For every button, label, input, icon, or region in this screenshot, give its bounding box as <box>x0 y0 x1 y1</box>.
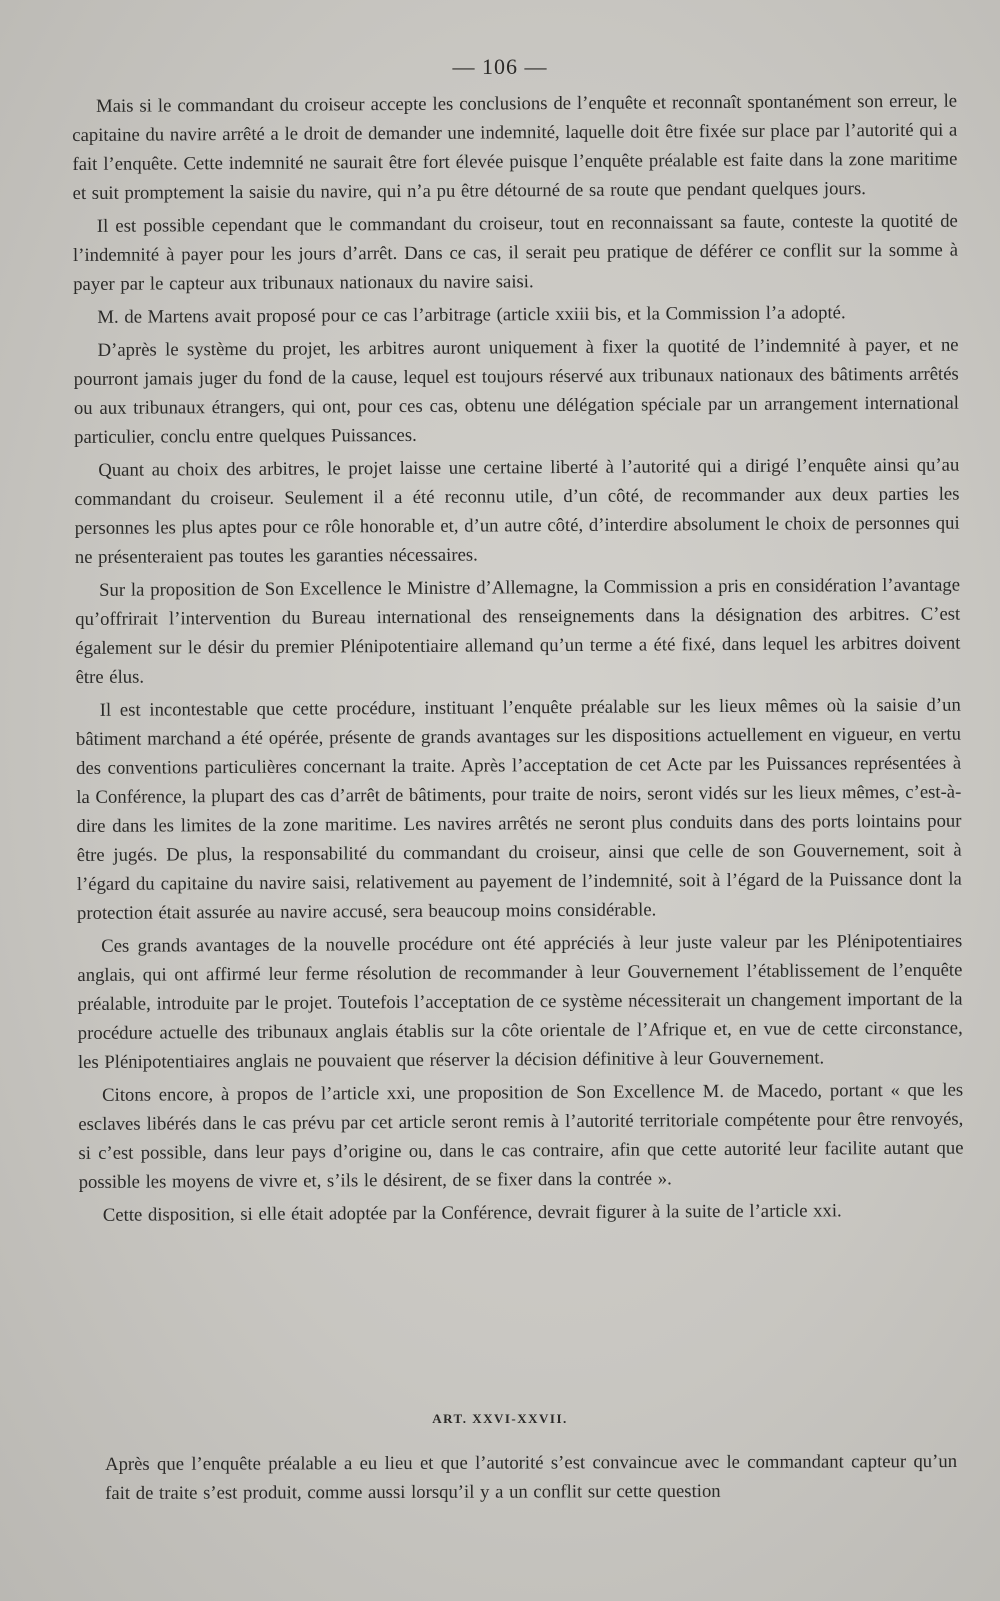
paragraph: Mais si le commandant du croiseur accepte les conclusions de l’enquête et reconnaît spontanément son erreur, le capitaine du navire arrêté a le droit de demander une indemnité, laquelle doit être fixée sur place par l’autorité qui a fait l’enquête. Cette indemnité ne saurait être fort élevée puisque l’enquête préalable est faite dans la zone maritime et suit promptement la saisie du navire, qui n’a pu être détourné de sa route que pendant quelques jours. <box>72 90 958 204</box>
paragraph: D’après le système du projet, les arbitres auront uniquement à fixer la quotité de l’indemnité à payer, et ne pourront jamais juger du fond de la cause, lequel est toujours réservé aux tribunaux nationaux des bâtiments arrêtés ou aux tribunaux étrangers, qui ont, pour ces cas, obtenu une délégation spéciale par un arrangement international particulier, conclu entre quelques Puissances. <box>73 334 959 448</box>
body-text <box>72 87 964 1230</box>
paragraph: Sur la proposition de Son Excellence le Ministre d’Allemagne, la Commission a pris en considération l’avantage qu’offrirait l’intervention du Bureau international des renseignements dans la désignation des arbitres. C’est également sur le désir du premier Plénipotentiaire allemand qu’un terme a été fixé, dans lequel les arbitres doivent être élus. <box>75 574 961 688</box>
article-heading: ART. XXVI-XXVII. <box>432 1411 568 1426</box>
paragraph: Il est incontestable que cette procédure, instituant l’enquête préalable sur les lieux mêmes où la saisie d’un bâtiment marchand a été opérée, présente de grands avantages sur les dispositions actuellement en vigueur, en vertu des conventions particulières concernant la traite. Après l’acceptation de cet Acte par les Puissances représentées à la Conférence, la plupart des cas d’arrêt de bâtiments, pour traite de noirs, seront vidés sur les lieux mêmes, c’est-à-dire dans les limites de la zone maritime. Les navires arrêtés ne seront plus conduits dans des ports lointains pour être jugés. De plus, la responsabilité du commandant du croiseur, ainsi que celle de son Gouvernement, soit à l’égard du capitaine du navire saisi, relativement au payement de l’indemnité, soit à l’égard de la Puissance dont la protection était assurée au navire accusé, sera beaucoup moins considérable. <box>75 694 962 924</box>
paragraph: Il est possible cependant que le commandant du croiseur, tout en reconnaissant sa faute, conteste la quotité de l’indemnité à payer pour les jours d’arrêt. Dans ce cas, il serait peu pratique de déférer ce conflit sur la somme à payer par le capteur aux tribunaux nationaux du navire saisi. <box>72 210 959 295</box>
page-number: — 106 — <box>452 54 548 79</box>
paragraph: Après que l’enquête préalable a eu lieu et que l’autorité s’est convaincue avec le commandant capteur qu’un fait de traite s’est produit, comme aussi lorsqu’il y a un conflit sur cette question <box>105 1451 958 1504</box>
paragraph: Cette disposition, si elle était adoptée par la Conférence, devrait figurer à la suite de l’article xxi. <box>102 1200 842 1226</box>
paragraph: Quant au choix des arbitres, le projet laisse une certaine liberté à l’autorité qui a dirigé l’enquête ainsi qu’au commandant du croiseur. Seulement il a été reconnu utile, d’un côté, de recommander aux deux parties les personnes les plus aptes pour ce rôle honorable et, d’un autre côté, d’interdire absolument le choix de personnes qui ne présenteraient pas toutes les garanties nécessaires. <box>74 454 960 568</box>
paragraph: Citons encore, à propos de l’article xxi, une proposition de Son Excellence M. de Macedo, portant « que les esclaves libérés dans le cas prévu par cet article seront remis à l’autorité territoriale compétente pour être renvoyés, si c’est possible, dans leur pays d’origine ou, dans le cas contraire, afin que cette autorité leur facilite autant que possible les moyens de vivre et, s’ils le désirent, de se fixer dans la contrée ». <box>78 1079 964 1193</box>
article-text <box>105 1447 957 1508</box>
paragraph: Ces grands avantages de la nouvelle procédure ont été appréciés à leur juste valeur par les Plénipotentiaires anglais, qui ont affirmé leur ferme résolution de recommander à leur Gouvernement l’établissement de l’enquête préalable, introduite par le projet. Toutefois l’acceptation de ce système nécessiterait un changement important de la procédure actuelle des tribunaux anglais établis sur la côte orientale de l’Afrique et, en vue de cette circonstance, les Plénipotentiaires anglais ne pouvaient que réserver la décision définitive à leur Gouvernement. <box>77 930 963 1073</box>
paragraph: M. de Martens avait proposé pour ce cas l’arbitrage (article xxiii bis, et la Commission l’a adopté. <box>97 302 846 328</box>
